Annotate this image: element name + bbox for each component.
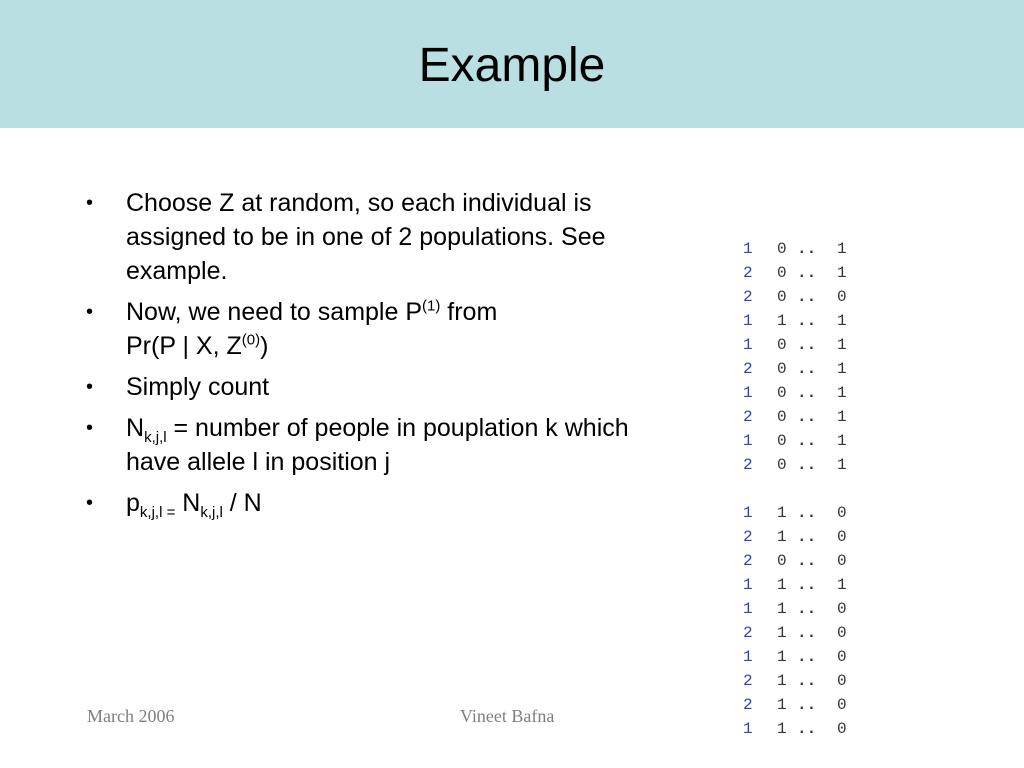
ellipsis: .. [797,600,817,618]
matrix-row [743,261,857,285]
superscript: (1) [422,297,441,315]
allele-value: 1 [837,240,847,258]
population-label: 2 [743,552,753,570]
allele-value: 0 [837,552,847,570]
population-label: 2 [743,672,753,690]
subscript: k,j,l [200,504,223,521]
slide-title: Example [418,39,606,92]
population-label: 1 [743,576,753,594]
matrix-row [743,453,857,477]
allele-value: 0 [777,264,787,282]
subscript: k,j,l = [139,504,176,521]
allele-value: 1 [777,624,787,642]
bullet-item [86,411,646,479]
bullet-text: Now, we need to sample $P^{(1)}$ from Pr(P | X, $Z^{(0)}$) [126,297,498,360]
allele-value: 1 [837,336,847,354]
matrix-gap [743,477,857,501]
matrix-row [743,501,857,525]
ellipsis: .. [797,720,817,738]
allele-value: 1 [837,432,847,450]
ellipsis: .. [797,384,817,402]
allele-value: 1 [777,504,787,522]
ellipsis: .. [797,624,817,642]
allele-value: 0 [777,360,787,378]
allele-value: 0 [837,288,847,306]
ellipsis: .. [797,264,817,282]
matrix-row [743,237,857,261]
allele-value: 1 [777,720,787,738]
matrix-row [743,525,857,549]
allele-value: 1 [837,312,847,330]
bullet-icon: • [86,301,94,323]
subscript: k,j,l [144,429,167,446]
population-label: 1 [743,384,753,402]
population-label: 2 [743,528,753,546]
matrix-row [743,669,857,693]
matrix-row [743,405,857,429]
bullet-list [86,186,646,527]
allele-value: 1 [777,672,787,690]
allele-value: 0 [837,504,847,522]
ellipsis: .. [797,696,817,714]
population-label: 2 [743,360,753,378]
matrix-row [743,549,857,573]
allele-value: 1 [777,648,787,666]
allele-value: 1 [777,576,787,594]
allele-value: 1 [777,600,787,618]
allele-value: 1 [837,576,847,594]
allele-value: 0 [777,408,787,426]
bullet-icon: • [86,192,94,214]
matrix-row [743,621,857,645]
population-label: 2 [743,696,753,714]
allele-value: 1 [777,696,787,714]
population-label: 1 [743,336,753,354]
matrix-row [743,333,857,357]
bullet-item [86,486,646,520]
bullet-text: Simply count [126,373,270,401]
allele-value: 0 [837,672,847,690]
population-label: 1 [743,504,753,522]
ellipsis: .. [797,456,817,474]
population-label: 1 [743,600,753,618]
population-label: 1 [743,432,753,450]
bullet-text: $N_{k,j,l}$ = number of people in pouplation k which have allele l in position j [126,414,629,476]
bullet-icon: • [86,376,94,398]
allele-value: 0 [777,552,787,570]
allele-value: 1 [777,312,787,330]
ellipsis: .. [797,648,817,666]
allele-value: 0 [777,288,787,306]
ellipsis: .. [797,672,817,690]
allele-value: 0 [777,240,787,258]
allele-value: 1 [837,384,847,402]
allele-value: 0 [777,336,787,354]
allele-value: 0 [837,648,847,666]
bullet-icon: • [86,417,94,439]
matrix-row [743,693,857,717]
allele-value: 0 [837,528,847,546]
ellipsis: .. [797,240,817,258]
ellipsis: .. [797,528,817,546]
allele-value: 0 [837,624,847,642]
footer-date: March 2006 [87,706,175,726]
population-label: 2 [743,456,753,474]
allele-value: 1 [837,456,847,474]
ellipsis: .. [797,552,817,570]
population-label: 1 [743,648,753,666]
matrix-row [743,429,857,453]
bullet-item [86,186,646,288]
allele-value: 0 [837,600,847,618]
matrix-row [743,357,857,381]
bullet-text: $p_{k,j,l =}$ $N_{k,j,l}$ / N [126,489,262,521]
allele-value: 0 [837,696,847,714]
allele-value: 1 [837,264,847,282]
matrix-row [743,645,857,669]
allele-value: 1 [837,360,847,378]
bullet-text: Choose Z at random, so each individual is assigned to be in one of 2 populations. See example. [126,189,606,285]
superscript: (0) [241,331,261,349]
population-label: 2 [743,408,753,426]
ellipsis: .. [797,336,817,354]
allele-value: 0 [837,720,847,738]
ellipsis: .. [797,360,817,378]
bullet-item [86,370,646,404]
matrix-row [743,597,857,621]
population-label: 1 [743,240,753,258]
allele-value: 0 [777,384,787,402]
bullet-item [86,295,646,363]
allele-value: 1 [837,408,847,426]
ellipsis: .. [797,288,817,306]
matrix-row [743,285,857,309]
footer-author: Vineet Bafna [460,706,555,726]
allele-value: 0 [777,456,787,474]
population-label: 1 [743,312,753,330]
matrix-row [743,573,857,597]
matrix-row [743,381,857,405]
genotype-matrix [743,237,857,741]
ellipsis: .. [797,576,817,594]
ellipsis: .. [797,312,817,330]
matrix-row [743,717,857,741]
ellipsis: .. [797,504,817,522]
population-label: 1 [743,720,753,738]
population-label: 2 [743,288,753,306]
allele-value: 0 [777,432,787,450]
matrix-row [743,309,857,333]
ellipsis: .. [797,432,817,450]
bullet-icon: • [86,492,94,514]
ellipsis: .. [797,408,817,426]
allele-value: 1 [777,528,787,546]
population-label: 2 [743,624,753,642]
population-label: 2 [743,264,753,282]
